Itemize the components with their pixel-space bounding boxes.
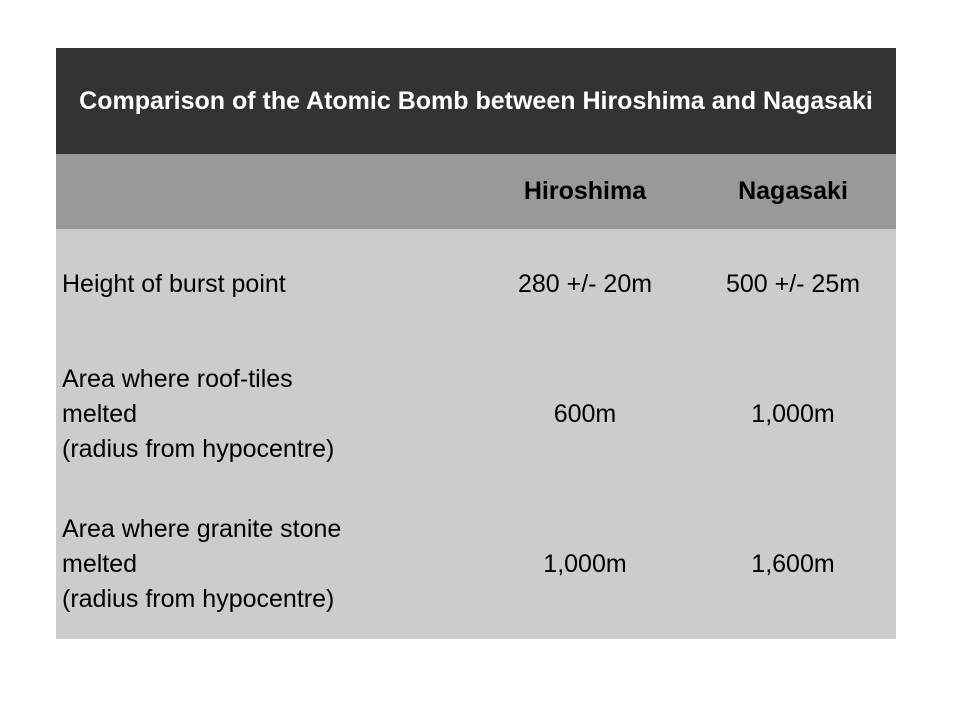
row-label-line: Area where roof-tiles (62, 364, 293, 393)
row-label-line: (radius from hypocentre) (62, 434, 335, 463)
row-label-line: melted (62, 549, 138, 578)
header-empty-cell (56, 154, 480, 229)
header-nagasaki: Nagasaki (690, 154, 896, 229)
row-label-line: Height of burst point (62, 269, 286, 298)
table-row (56, 229, 896, 339)
row-label (56, 339, 480, 489)
hiroshima-value: 1,000m (480, 489, 690, 639)
row-label-line: Area where granite stone (62, 514, 342, 543)
nagasaki-value: 1,000m (690, 339, 896, 489)
header-hiroshima: Hiroshima (480, 154, 690, 229)
row-label-line: (radius from hypocentre) (62, 584, 335, 613)
table-header-row (56, 154, 896, 229)
hiroshima-value: 280 +/- 20m (480, 229, 690, 339)
row-label-line: melted (62, 399, 138, 428)
table-title-row (56, 48, 896, 154)
nagasaki-value: 1,600m (690, 489, 896, 639)
comparison-table (56, 48, 896, 639)
table-row (56, 339, 896, 489)
table-row (56, 489, 896, 639)
row-label (56, 229, 480, 339)
hiroshima-value: 600m (480, 339, 690, 489)
nagasaki-value: 500 +/- 25m (690, 229, 896, 339)
table-title: Comparison of the Atomic Bomb between Hiroshima and Nagasaki (56, 48, 896, 154)
row-label (56, 489, 480, 639)
